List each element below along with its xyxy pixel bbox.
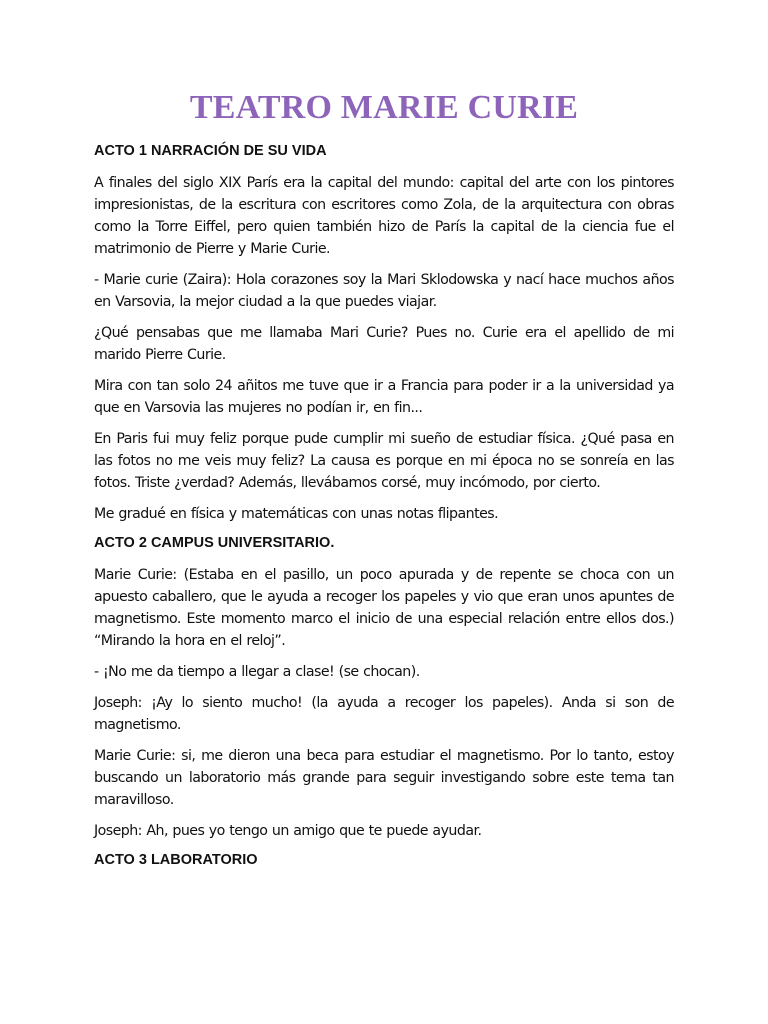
paragraph: A finales del siglo XIX París era la capital del mundo: capital del arte con los pintores impresionistas, de la escritura con escritores como Zola, de la arquitectura con obras como la Torre Eiffel, pero quien también hizo de París la capital de la ciencia fue el matrimonio de Pierre y Marie Curie. <box>94 175 674 257</box>
act-2-section <box>94 534 674 842</box>
paragraph: Me gradué en física y matemáticas con unas notas flipantes. <box>94 506 499 522</box>
paragraph: - Marie curie (Zaira): Hola corazones soy la Mari Sklodowska y nací hace muchos años en Varsovia, la mejor ciudad a la que puedes viajar. <box>94 272 674 310</box>
paragraph: Marie Curie: si, me dieron una beca para estudiar el magnetismo. Por lo tanto, estoy buscando un laboratorio más grande para seguir investigando sobre este tema tan maravilloso. <box>94 748 674 808</box>
paragraph: Joseph: Ah, pues yo tengo un amigo que te puede ayudar. <box>94 823 482 839</box>
paragraph: En Paris fui muy feliz porque pude cumplir mi sueño de estudiar física. ¿Qué pasa en las fotos no me veis muy feliz? La causa es porque en mi época no se sonreía en las fotos. Triste ¿verdad? Además, llevábamos corsé, muy incómodo, por cierto. <box>94 431 674 491</box>
paragraph: ¿Qué pensabas que me llamaba Mari Curie? Pues no. Curie era el apellido de mi marido Pierre Curie. <box>94 325 674 363</box>
act-1-section <box>94 142 674 525</box>
paragraph: - ¡No me da tiempo a llegar a clase! (se chocan). <box>94 664 420 680</box>
paragraph: Joseph: ¡Ay lo siento mucho! (la ayuda a recoger los papeles). Anda si son de magnetismo. <box>94 695 674 733</box>
act-heading: ACTO 1 NARRACIÓN DE SU VIDA <box>94 143 327 159</box>
act-heading: ACTO 2 CAMPUS UNIVERSITARIO. <box>94 535 335 551</box>
paragraph: Mira con tan solo 24 añitos me tuve que ir a Francia para poder ir a la universidad ya que en Varsovia las mujeres no podían ir, en fin... <box>94 378 674 416</box>
document-title: TEATRO MARIE CURIE <box>189 89 579 126</box>
act-3-section <box>94 851 674 869</box>
act-heading: ACTO 3 LABORATORIO <box>94 852 258 868</box>
paragraph: Marie Curie: (Estaba en el pasillo, un poco apurada y de repente se choca con un apuesto caballero, que le ayuda a recoger los papeles y vio que eran unos apuntes de magnetismo. Este momento marco el inicio de una especial relación entre ellos dos.) “Mirando la hora en el reloj”. <box>94 567 674 649</box>
